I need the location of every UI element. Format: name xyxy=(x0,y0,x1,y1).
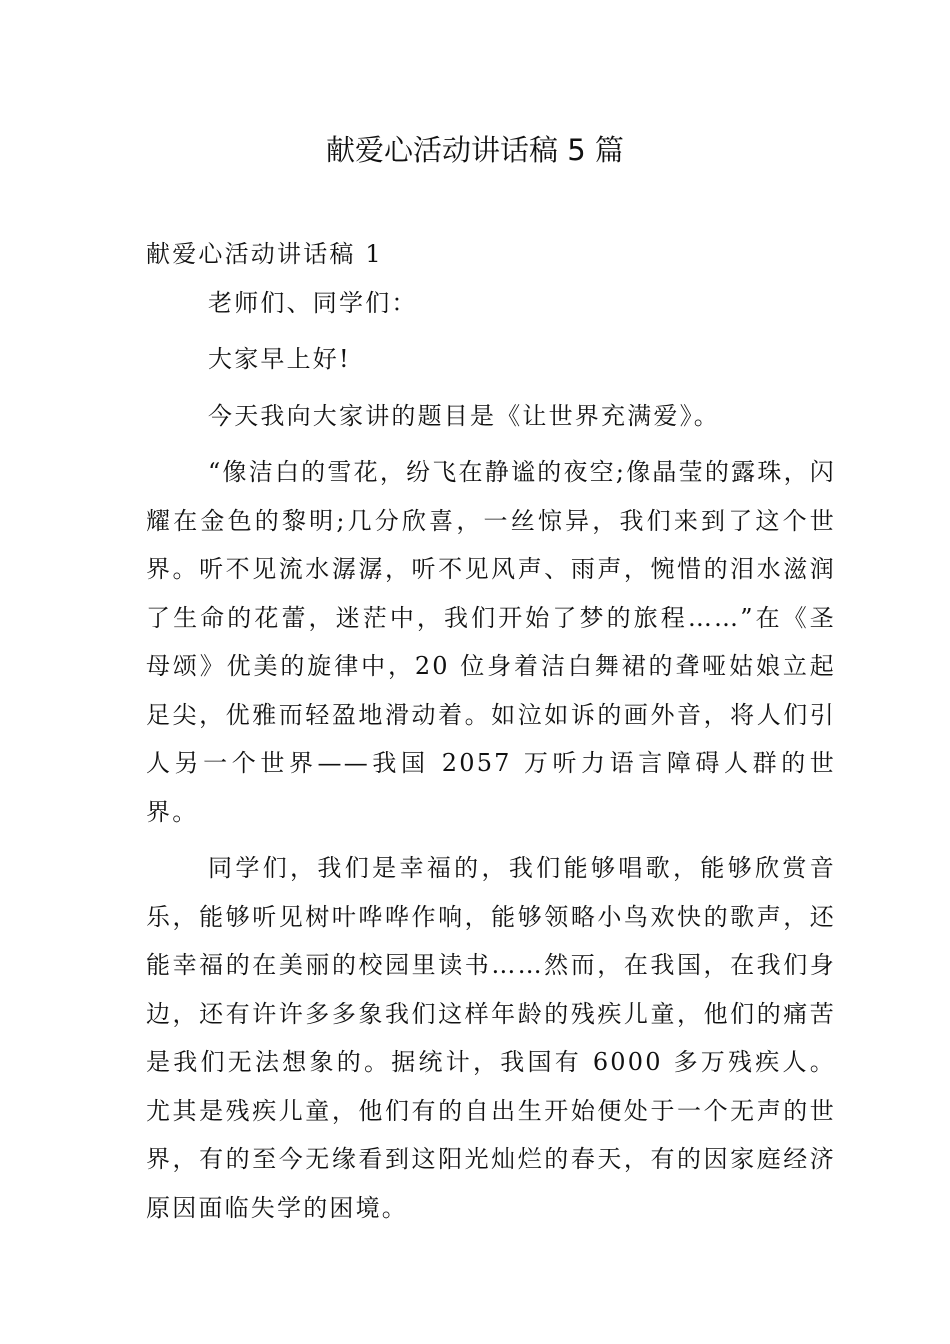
paragraph: 同学们，我们是幸福的，我们能够唱歌，能够欣赏音乐，能够听见树叶哗哗作响，能够领略小鸟欢快的歌声，还能幸福的在美丽的校园里读书……然而，在我国，在我们身边，还有许许多多象我们这样年龄的残疾儿童，他们的痛苦是我们无法想象的。据统计，我国有 6000 多万残疾人。尤其是残疾儿童，他们有的自出生开始便处于一个无声的世界，有的至今无缘看到这阳光灿烂的春天，有的因家庭经济原因面临失学的困境。 xyxy=(146,854,836,1222)
section-heading: 献爱心活动讲话稿 1 xyxy=(146,240,383,268)
document-title: 献爱心活动讲话稿 5 篇 xyxy=(326,133,624,167)
greeting: 大家早上好! xyxy=(208,345,351,373)
document-body xyxy=(146,230,836,1232)
topic-line: 今天我向大家讲的题目是《让世界充满爱》。 xyxy=(208,401,720,430)
paragraph: “像洁白的雪花，纷飞在静谧的夜空;像晶莹的露珠，闪耀在金色的黎明;几分欣喜，一丝惊异，我们来到了这个世界。听不见流水潺潺，听不见风声、雨声，惋惜的泪水滋润了生命的花蕾，迷茫中，我们开始了梦的旅程……”在《圣母颂》优美的旋律中，20 位身着洁白舞裙的聋哑姑娘立起足尖，优雅而轻盈地滑动着。如泣如诉的画外音，将人们引人另一个世界——我国 2057 万听力语言障碍人群的世界。 xyxy=(146,458,836,826)
salutation: 老师们、同学们： xyxy=(208,288,418,317)
